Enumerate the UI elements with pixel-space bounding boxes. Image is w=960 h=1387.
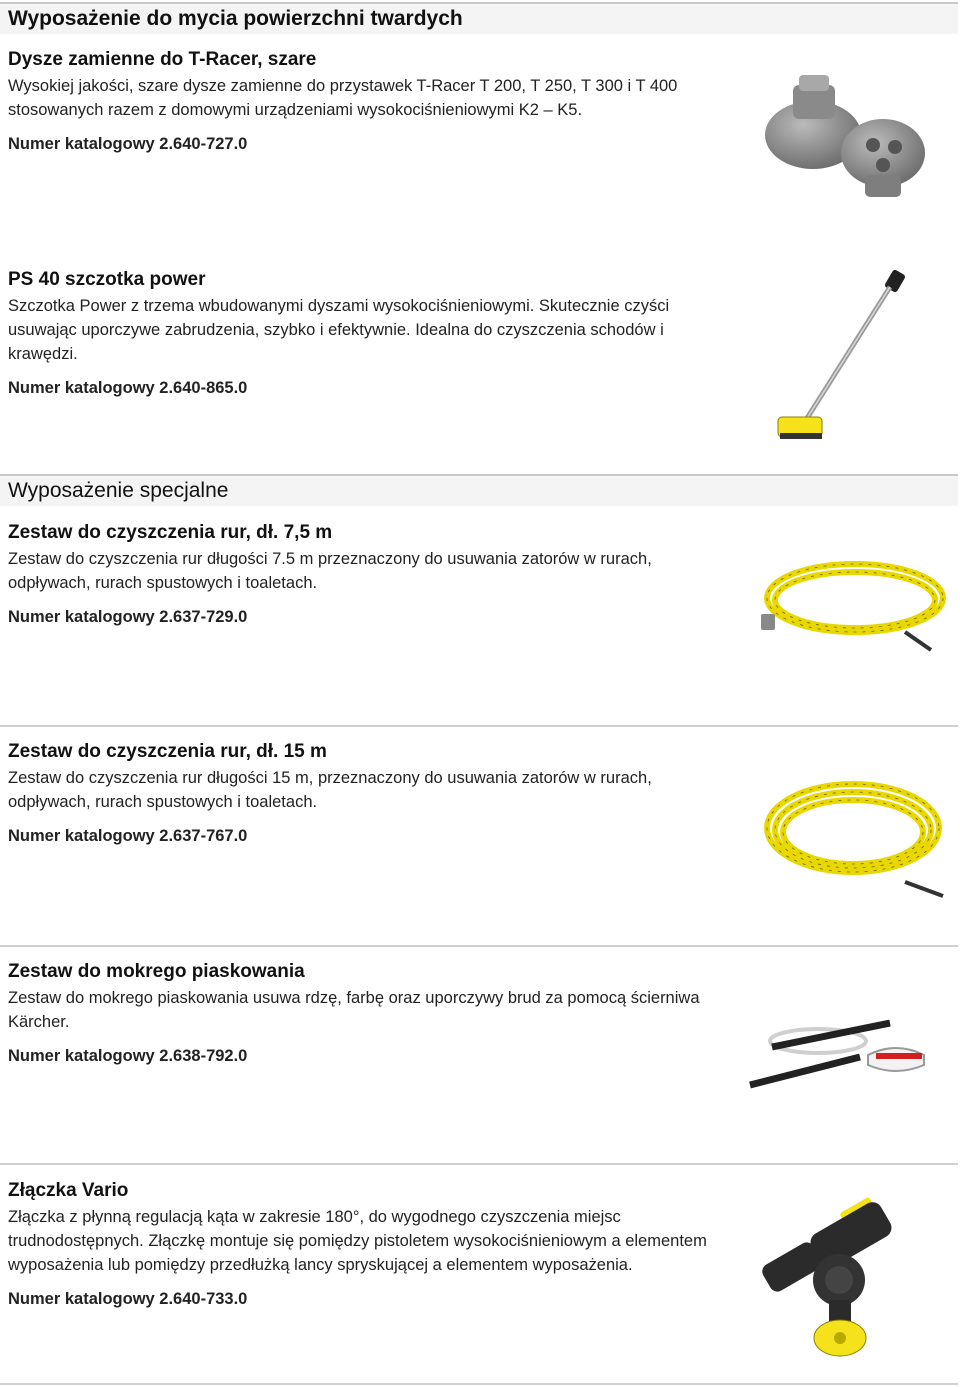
product-pipe-cleaning-15m xyxy=(8,740,728,848)
product-ps40-power-brush xyxy=(8,268,728,400)
product-catalog-number: Numer katalogowy 2.637-767.0 xyxy=(8,827,248,845)
vario-joint-icon xyxy=(755,1190,945,1365)
product-title: Zestaw do czyszczenia rur, dł. 7,5 m xyxy=(8,522,333,543)
product-title: Zestaw do czyszczenia rur, dł. 15 m xyxy=(8,741,327,762)
product-catalog-number: Numer katalogowy 2.637-729.0 xyxy=(8,608,248,626)
section-header-special: Wyposażenie specjalne xyxy=(0,474,958,506)
product-title: Złączka Vario xyxy=(8,1180,129,1201)
divider xyxy=(0,725,958,727)
product-title: PS 40 szczotka power xyxy=(8,269,206,290)
product-catalog-number: Numer katalogowy 2.638-792.0 xyxy=(8,1047,248,1065)
product-description: Zestaw do czyszczenia rur długości 7.5 m przeznaczony do usuwania zatorów w rurach, odpływach, rurach spustowych i toaletach. xyxy=(8,550,652,592)
product-description: Szczotka Power z trzema wbudowanymi dyszami wysokociśnieniowymi. Skutecznie czyści usuwając uporczywe zabrudzenia, szybko i efektywnie. Idealna do czyszczenia schodów i krawędzi. xyxy=(8,297,670,363)
product-description: Wysokiej jakości, szare dysze zamienne do przystawek T-Racer T 200, T 250, T 300 i T 400 stosowanych razem z domowymi urządzeniami wysokociśnieniowymi K2 – K5. xyxy=(8,77,678,119)
product-title: Dysze zamienne do T-Racer, szare xyxy=(8,49,317,70)
product-vario-joint xyxy=(8,1179,728,1311)
hose-coil-icon xyxy=(755,548,950,660)
divider xyxy=(0,1163,958,1165)
product-catalog-number: Numer katalogowy 2.640-727.0 xyxy=(8,135,248,153)
product-t-racer-nozzles xyxy=(8,48,728,156)
power-brush-icon xyxy=(760,265,910,450)
product-title: Zestaw do mokrego piaskowania xyxy=(8,961,305,982)
product-description: Zestaw do mokrego piaskowania usuwa rdzę, farbę oraz uporczywy brud za pomocą ścierniwa Kärcher. xyxy=(8,989,700,1031)
product-description: Zestaw do czyszczenia rur długości 15 m, przeznaczony do usuwania zatorów w rurach, odpływach, rurach spustowych i toaletach. xyxy=(8,769,652,811)
section-header-main: Wyposażenie do mycia powierzchni twardych xyxy=(0,2,958,34)
nozzles-icon xyxy=(755,65,945,200)
product-pipe-cleaning-7-5m xyxy=(8,521,728,629)
product-wet-sandblasting-kit xyxy=(8,960,728,1068)
divider xyxy=(0,945,958,947)
product-description: Złączka z płynną regulacją kąta w zakresie 180°, do wygodnego czyszczenia miejsc trudnodostępnych. Złączkę montuje się pomiędzy pistoletem wysokociśnieniowym a elementem wyposażenia lub pomiędzy przedłużką lancy spryskującej a elementem wyposażenia. xyxy=(8,1208,707,1274)
hose-coil-large-icon xyxy=(755,770,950,910)
divider xyxy=(0,1383,958,1385)
product-catalog-number: Numer katalogowy 2.640-865.0 xyxy=(8,379,248,397)
product-catalog-number: Numer katalogowy 2.640-733.0 xyxy=(8,1290,248,1308)
sandblasting-kit-icon xyxy=(748,1015,948,1095)
